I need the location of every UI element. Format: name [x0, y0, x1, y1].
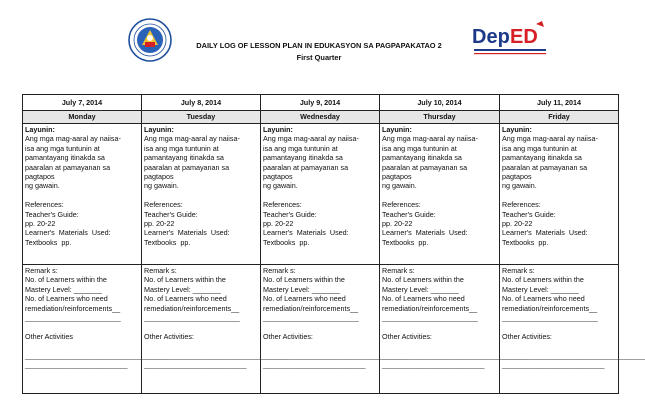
references-label: References: [144, 200, 183, 210]
mastery-level: Mastery Level: _______ [144, 284, 221, 294]
plan-cell [142, 124, 261, 265]
plan-cell [261, 124, 380, 265]
day-cell: Tuesday [142, 111, 261, 124]
pages-text: pp. 20-22 [502, 219, 533, 229]
blank-line: __________________________________________ [144, 350, 287, 360]
date-cell: July 9, 2014 [261, 95, 380, 111]
day-cell: Thursday [380, 111, 500, 124]
svg-text:ED: ED [510, 26, 538, 48]
remarks-label: Remark s: [382, 266, 415, 275]
layunin-line: Ang mga mag-aaral ay naiisa- [502, 134, 598, 144]
layunin-line: ng gawain. [382, 181, 417, 191]
blank-line: ____________________________ [502, 313, 598, 323]
textbooks-text: Textbooks pp. [382, 237, 429, 247]
layunin-line: isa ang mga tuntunin at [502, 143, 577, 153]
layunin-line: isa ang mga tuntunin at [263, 143, 338, 153]
blank-line: ____________________________ [25, 313, 121, 323]
learners-materials-label: Learner's Materials Used: [502, 228, 588, 238]
remediation-label: remediation/reinforcements__ [25, 303, 121, 313]
layunin-line: pagtapos [25, 172, 55, 182]
mastery-line: No. of Learners within the [263, 275, 345, 285]
other-activities-label: Other Activities: [502, 331, 552, 341]
layunin-label: Layunin: [502, 125, 532, 134]
pages-text: pp. 20-22 [144, 219, 175, 229]
remarks-cell [261, 265, 406, 394]
page-title: DAILY LOG OF LESSON PLAN IN EDUKASYON SA PAGPAPAKATAO 2 [196, 41, 442, 50]
mastery-line: No. of Learners within the [502, 275, 584, 285]
references-label: References: [263, 200, 302, 210]
layunin-line: isa ang mga tuntunin at [25, 143, 100, 153]
remarks-cell [142, 265, 287, 394]
page-subtitle: First Quarter [296, 53, 342, 62]
layunin-line: pagtapos [144, 172, 174, 182]
mastery-level: Mastery Level: _______ [25, 284, 102, 294]
blank-line: ______________________________ [502, 360, 604, 370]
day-cell: Monday [23, 111, 142, 124]
layunin-line: ng gawain. [25, 181, 60, 191]
remediation-label: remediation/reinforcements__ [263, 303, 359, 313]
blank-line: ______________________________ [263, 360, 365, 370]
remarks-cell [500, 265, 645, 394]
remarks-label: Remark s: [144, 266, 177, 275]
teachers-guide-label: Teacher's Guide: [144, 209, 198, 219]
blank-line: ____________________________ [382, 313, 478, 323]
layunin-line: paaralan at pamayanan sa [382, 162, 468, 172]
plan-cell [500, 124, 619, 265]
pages-text: pp. 20-22 [382, 219, 413, 229]
blank-line: __________________________________________ [502, 350, 645, 360]
remarks-cell [380, 265, 525, 394]
layunin-line: pagtapos [502, 172, 532, 182]
teachers-guide-label: Teacher's Guide: [382, 209, 436, 219]
other-activities-label: Other Activities: [382, 331, 432, 341]
other-activities-label: Other Activities: [263, 331, 313, 341]
remediation-line: No. of Learners who need [502, 294, 585, 304]
lesson-log-table [22, 94, 645, 394]
layunin-line: Ang mga mag-aaral ay naiisa- [382, 134, 478, 144]
layunin-label: Layunin: [382, 125, 412, 134]
textbooks-text: Textbooks pp. [25, 237, 72, 247]
date-cell: July 11, 2014 [500, 95, 619, 111]
remediation-label: remediation/reinforcements__ [502, 303, 598, 313]
remarks-label: Remark s: [25, 266, 58, 275]
layunin-line: isa ang mga tuntunin at [144, 143, 219, 153]
layunin-line: pamantayang itinakda sa [25, 153, 105, 163]
layunin-line: Ang mga mag-aaral ay naiisa- [144, 134, 240, 144]
remediation-line: No. of Learners who need [263, 294, 346, 304]
learners-materials-label: Learner's Materials Used: [263, 228, 349, 238]
blank-line: ____________________________ [144, 313, 240, 323]
remarks-label: Remark s: [263, 266, 296, 275]
blank-line: ____________________________ [263, 313, 359, 323]
mastery-level: Mastery Level: _______ [502, 284, 579, 294]
textbooks-text: Textbooks pp. [144, 237, 191, 247]
learners-materials-label: Learner's Materials Used: [144, 228, 230, 238]
mastery-line: No. of Learners within the [25, 275, 107, 285]
other-activities-label: Other Activities [25, 331, 73, 341]
plan-cell [23, 124, 142, 265]
references-label: References: [382, 200, 421, 210]
learners-materials-label: Learner's Materials Used: [25, 228, 111, 238]
layunin-line: pamantayang itinakda sa [502, 153, 582, 163]
remediation-line: No. of Learners who need [382, 294, 465, 304]
mastery-line: No. of Learners within the [382, 275, 464, 285]
remarks-label: Remark s: [502, 266, 535, 275]
date-cell: July 10, 2014 [380, 95, 500, 111]
teachers-guide-label: Teacher's Guide: [502, 209, 556, 219]
remediation-line: No. of Learners who need [144, 294, 227, 304]
layunin-line: Ang mga mag-aaral ay naiisa- [25, 134, 121, 144]
layunin-line: ng gawain. [502, 181, 537, 191]
teachers-guide-label: Teacher's Guide: [25, 209, 79, 219]
textbooks-text: Textbooks pp. [502, 237, 549, 247]
mastery-line: No. of Learners within the [144, 275, 226, 285]
day-row [23, 111, 619, 124]
blank-line: ______________________________ [144, 360, 246, 370]
layunin-line: pamantayang itinakda sa [144, 153, 224, 163]
date-cell: July 8, 2014 [142, 95, 261, 111]
blank-line: ______________________________ [382, 360, 484, 370]
textbooks-text: Textbooks pp. [263, 237, 310, 247]
layunin-line: ng gawain. [263, 181, 298, 191]
remarks-cell [23, 265, 168, 394]
layunin-line: ng gawain. [144, 181, 179, 191]
pages-text: pp. 20-22 [25, 219, 56, 229]
remediation-line: No. of Learners who need [25, 294, 108, 304]
layunin-line: pagtapos [263, 172, 293, 182]
blank-line: ______________________________ [25, 360, 127, 370]
layunin-line: isa ang mga tuntunin at [382, 143, 457, 153]
layunin-line: paaralan at pamayanan sa [25, 162, 111, 172]
day-cell: Friday [500, 111, 619, 124]
date-row [23, 95, 619, 111]
date-cell: July 7, 2014 [23, 95, 142, 111]
svg-text:Dep: Dep [472, 26, 510, 48]
layunin-label: Layunin: [25, 125, 55, 134]
other-activities-label: Other Activities: [144, 331, 194, 341]
learners-materials-label: Learner's Materials Used: [382, 228, 468, 238]
layunin-line: pamantayang itinakda sa [263, 153, 343, 163]
teachers-guide-label: Teacher's Guide: [263, 209, 317, 219]
day-cell: Wednesday [261, 111, 380, 124]
references-label: References: [502, 200, 541, 210]
mastery-level: Mastery Level: _______ [263, 284, 340, 294]
layunin-label: Layunin: [263, 125, 293, 134]
blank-line: __________________________________________ [382, 350, 525, 360]
layunin-line: pamantayang itinakda sa [382, 153, 462, 163]
plan-row [23, 124, 619, 265]
blank-line: __________________________________________ [25, 350, 168, 360]
plan-cell [380, 124, 500, 265]
mastery-level: Mastery Level: _______ [382, 284, 459, 294]
layunin-line: paaralan at pamayanan sa [144, 162, 230, 172]
layunin-line: paaralan at pamayanan sa [263, 162, 349, 172]
remediation-label: remediation/reinforcements__ [382, 303, 478, 313]
blank-line: __________________________________________ [263, 350, 406, 360]
remarks-row [23, 265, 619, 394]
pages-text: pp. 20-22 [263, 219, 294, 229]
layunin-line: pagtapos [382, 172, 412, 182]
layunin-line: paaralan at pamayanan sa [502, 162, 588, 172]
references-label: References: [25, 200, 64, 210]
remediation-label: remediation/reinforcements__ [144, 303, 240, 313]
layunin-label: Layunin: [144, 125, 174, 134]
layunin-line: Ang mga mag-aaral ay naiisa- [263, 134, 359, 144]
